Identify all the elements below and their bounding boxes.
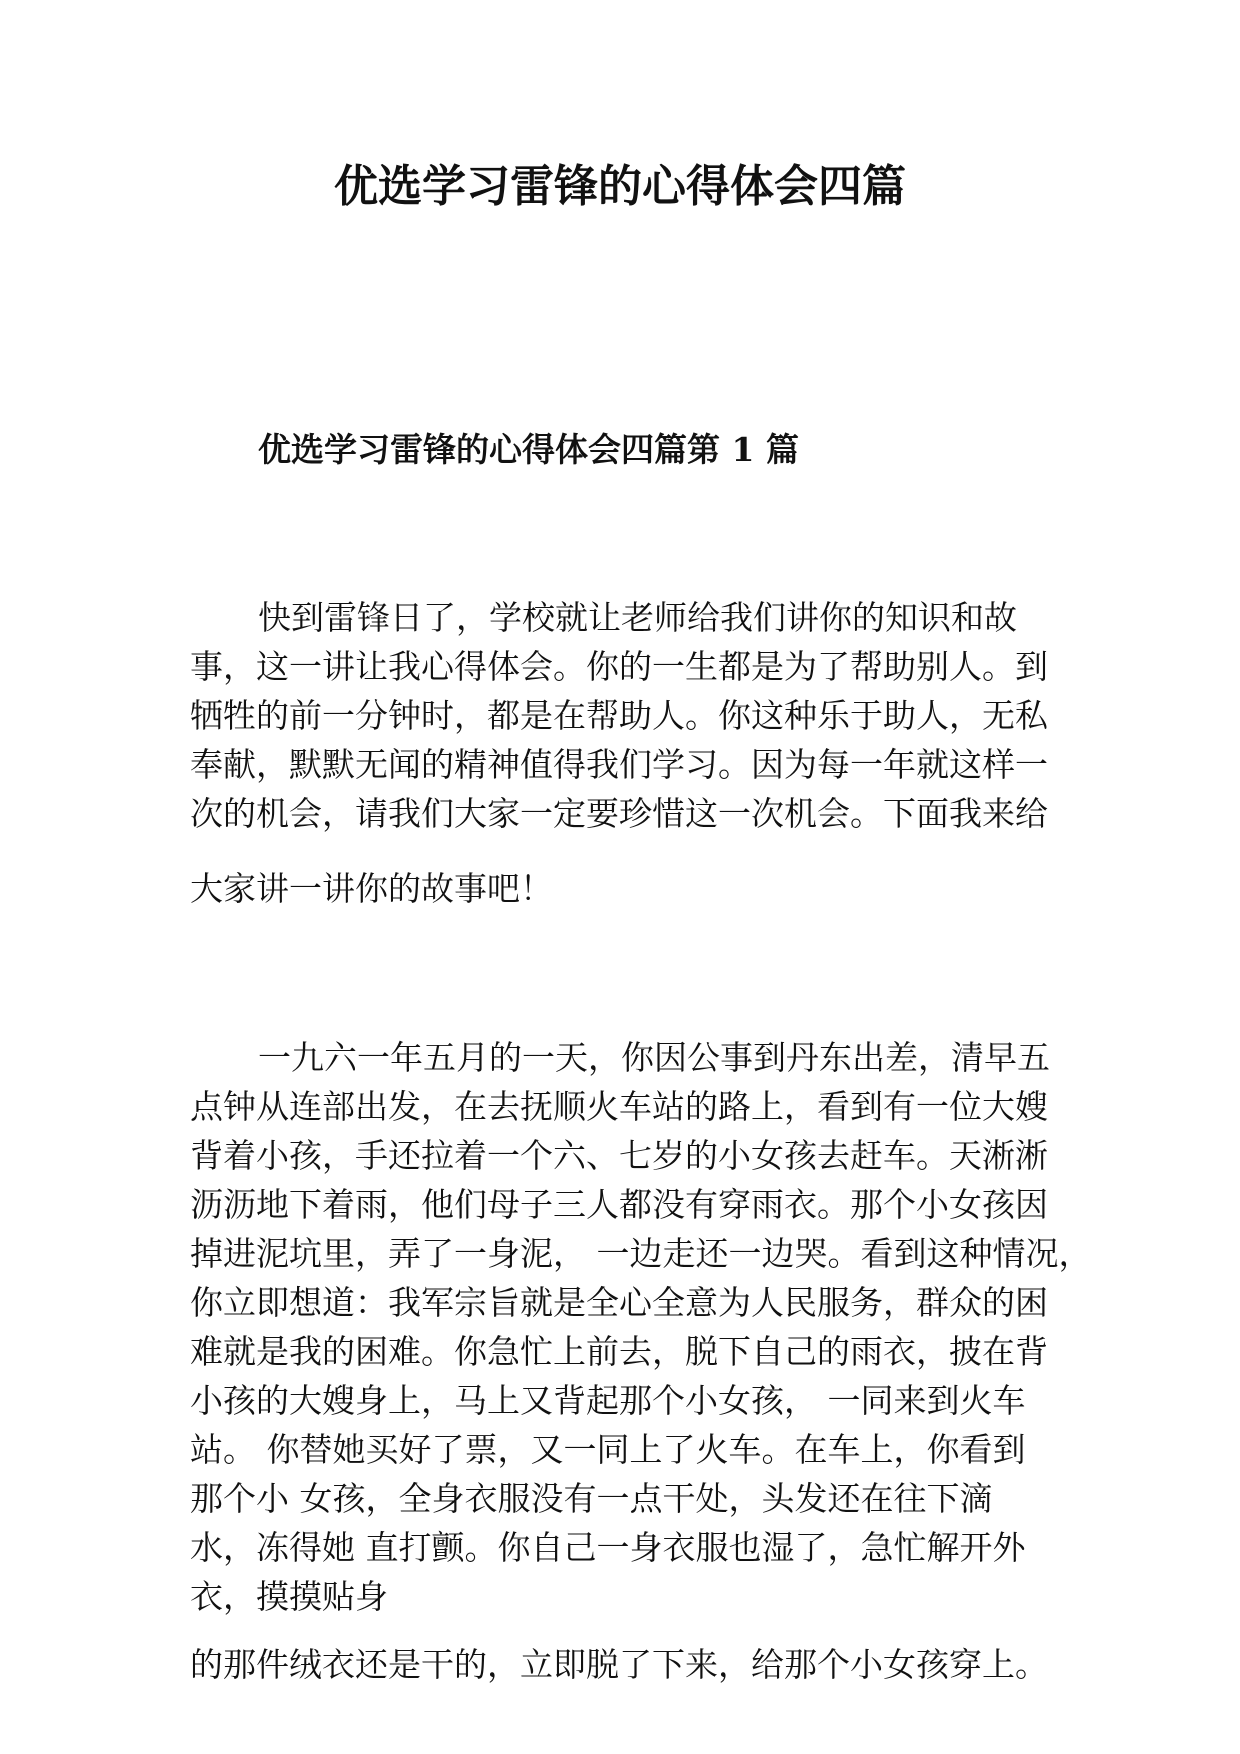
paragraph-line: 点钟从连部出发，在去抚顺火车站的路上，看到有一位大嫂: [190, 1087, 1048, 1126]
paragraph-line: 次的机会，请我们大家一定要珍惜这一次机会。下面我来给: [190, 794, 1048, 833]
paragraph-line: 一九六一年五月的一天，你因公事到丹东出差，清早五: [258, 1038, 1050, 1077]
paragraph-line: 的那件绒衣还是干的，立即脱了下来，给那个小女孩穿上。: [190, 1645, 1048, 1684]
paragraph-line: 你立即想道：我军宗旨就是全心全意为人民服务，群众的困: [190, 1283, 1048, 1322]
paragraph-line: 衣，摸摸贴身: [190, 1577, 388, 1616]
paragraph-2-continuation: [190, 1640, 1060, 1689]
paragraph-line: 快到雷锋日了，学校就让老师给我们讲你的知识和故: [258, 598, 1017, 637]
paragraph-line: 背着小孩，手还拉着一个六、七岁的小女孩去赶车。天淅淅: [190, 1136, 1048, 1175]
paragraph-line: 事，这一讲让我心得体会。你的一生都是为了帮助别人。到: [190, 647, 1048, 686]
paragraph-2: [190, 1033, 1092, 1621]
paragraph-line: 水，冻得她 直打颤。你自己一身衣服也湿了，急忙解开外: [190, 1528, 1026, 1567]
paragraph-line: 那个小 女孩，全身衣服没有一点干处，头发还在往下滴: [190, 1479, 993, 1518]
paragraph-line: 掉进泥坑里，弄了一身泥， 一边走还一边哭。看到这种情况，: [190, 1234, 1092, 1273]
paragraph-line: 难就是我的困难。你急忙上前去，脱下自己的雨衣，披在背: [190, 1332, 1048, 1371]
paragraph-line: 站。 你替她买好了票，又一同上了火车。在车上，你看到: [190, 1430, 1026, 1469]
paragraph-1: [190, 593, 1060, 913]
document-title: 优选学习雷锋的心得体会四篇: [334, 161, 906, 212]
paragraph-line: 小孩的大嫂身上，马上又背起那个小女孩， 一同来到火车: [190, 1381, 1026, 1420]
paragraph-line: 大家讲一讲你的故事吧！: [190, 869, 553, 908]
paragraph-line: 奉献，默默无闻的精神值得我们学习。因为每一年就这样一: [190, 745, 1048, 784]
section-heading: 优选学习雷锋的心得体会四篇第 1 篇: [258, 430, 799, 469]
paragraph-line: 牺牲的前一分钟时，都是在帮助人。你这种乐于助人，无私: [190, 696, 1048, 735]
paragraph-line: 沥沥地下着雨，他们母子三人都没有穿雨衣。那个小女孩因: [190, 1185, 1048, 1224]
